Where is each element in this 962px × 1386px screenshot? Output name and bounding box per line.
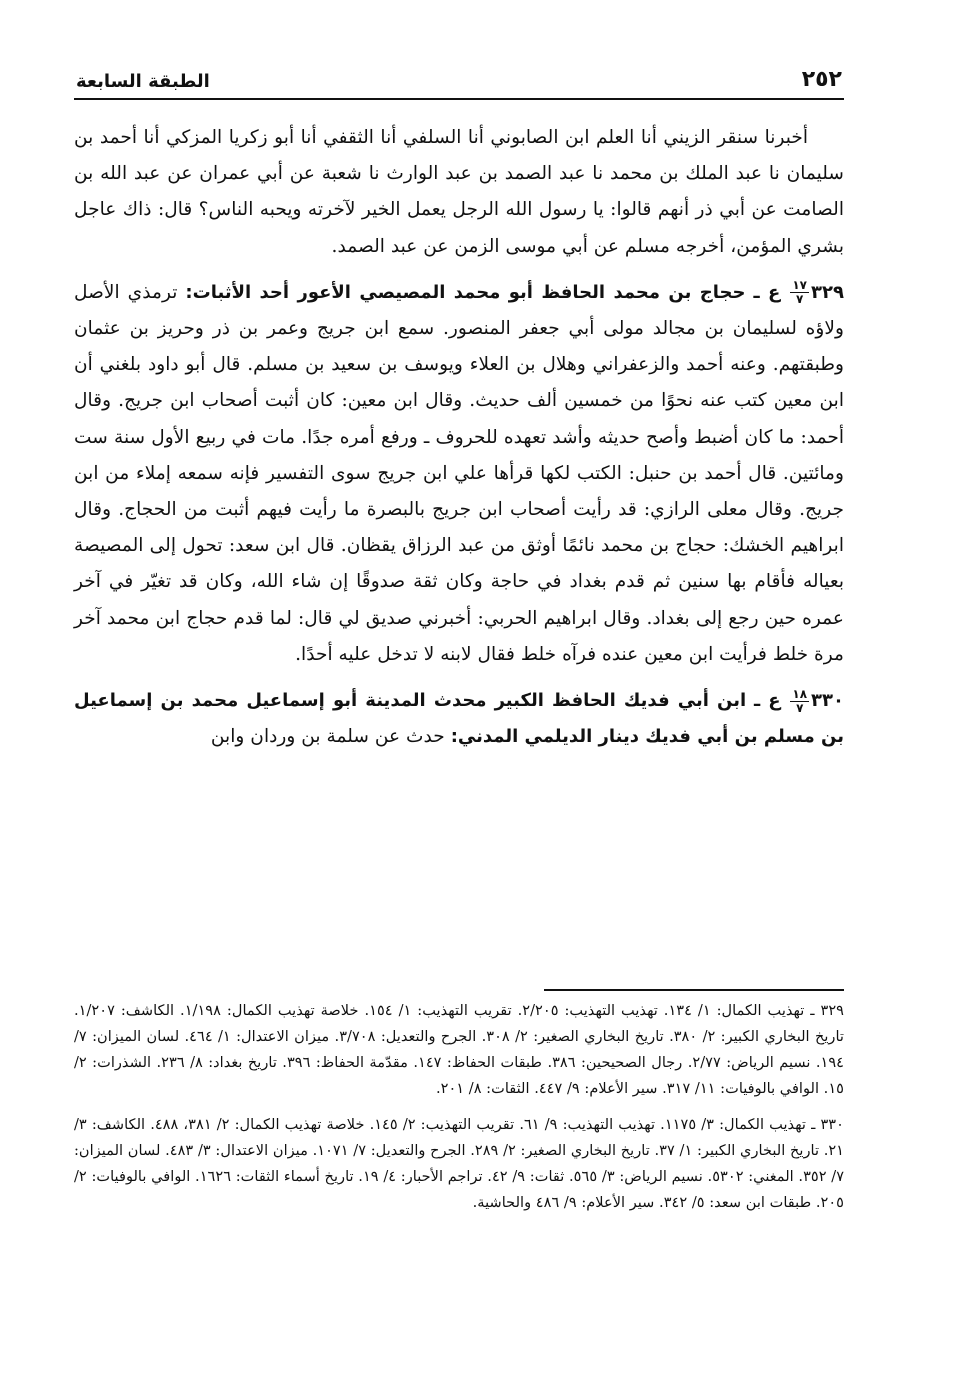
page-header <box>74 50 844 100</box>
entry-number: ٣٣٠ <box>811 690 845 712</box>
fraction-numerator: ١٧ <box>792 278 807 293</box>
footnotes <box>74 998 844 1216</box>
entry-body: ترمذي الأصل ولاؤه لسليمان بن مجالد مولى أبي جعفر المنصور. سمع ابن جريج وعمر بن ذر وحريز بن عثمان وطبقتهم. وعنه أحمد والزعفراني وهلال بن العلاء ويوسف بن سعيد بن مسلم. قال أبو داود بلغني أن ابن معين كتب عنه نحوًا من خمسين ألف حديث. وقال ابن معين: كان أثبت أصحاب ابن جريج. وقال أحمد: ما كان أضبط وأصح حديثه وأشد تعهده للحروف ـ ورفع أمره جدًا. مات في ربيع الأول سنة ست ومائتين. قال أحمد بن حنبل: الكتب لكها قرأها علي ابن جريج سوى التفسير فإنه سمعه إملاء من ابن جريج. وقال معلى الرازي: قد رأيت أصحاب ابن جريج بالبصرة ما رأيت فيهم أثبت من الحجاج. وقال ابراهيم الخشك: حجاج بن محمد نائمًا أوثق من عبد الرزاق يقظان. قال ابن سعد: تحول إلى المصيصة بعياله فأقام بها سنين ثم قدم بغداد في حاجة وكان ثقة صدوقًا إن شاء الله، وكان قد تغيّر في آخر عمره حين رجع إلى بغداد. وقال ابراهيم الحربي: أخبرني صديق لي قال: لما قدم حجاج ابن محمد آخر مرة خلط فرأيت ابن معين عنده فرآه خلط فقال لابنه لا تدخل عليه أحدًا. <box>74 281 844 665</box>
entry-heading: حجاج بن محمد الحافظ أبو محمد المصيصي الأعور أحد الأثبات: <box>185 281 746 303</box>
page-number: ٢٥٢ <box>801 67 842 92</box>
entry-code: ع ـ <box>753 281 781 303</box>
running-title: الطبقة السابعة <box>76 71 210 92</box>
entry-number: ٣٢٩ <box>811 281 844 303</box>
main-text <box>74 120 844 755</box>
fraction-denominator: ٧ <box>796 292 804 307</box>
entry-code: ع ـ <box>753 690 781 712</box>
entry-heading: ابن أبي فديك الحافظ الكبير محدث المدينة أبو إسماعيل محمد بن إسماعيل بن مسلم بن أبي فديك دينار الديلمي المدني: <box>74 690 844 748</box>
entry-fraction <box>790 279 809 306</box>
biography-entry-329 <box>74 275 844 673</box>
biography-entry-330 <box>74 683 844 755</box>
entry-fraction <box>790 688 809 715</box>
footnote-330: ٣٣٠ ـ تهذيب الكمال: ٣/ ١١٧٥. تهذيب التهذيب: ٩/ ٦١. تقريب التهذيب: ٢/ ١٤٥. خلاصة تهذيب الكمال: ٢/ ٣٨١، ٤٨٨. الكاشف: ٣/ ٢١. تاريخ البخاري الكبير: ١/ ٣٧. تاريخ البخاري الصغير: ٢/ ٢٨٩. الجرح والتعديل: ٧/ ١٠٧١. ميزان الاعتدال: ٣/ ٤٨٣. لسان الميزان: ٧/ ٣٥٢. المغني: ٥٣٠٢. نسيم الرياض: ٣/ ٥٦٥. ثقات: ٩/ ٤٢. تراجم الأحبار: ٤/ ١٩. تاريخ أسماء الثقات: ١٦٢٦. الوافي بالوفيات: ٢/ ٢٠٥. طبقات ابن سعد: ٥/ ٣٤٢. سير الأعلام: ٩/ ٤٨٦ والحاشية. <box>74 1116 845 1211</box>
fraction-numerator: ١٨ <box>792 686 808 701</box>
entry-body: حدث عن سلمة بن وردان وابن <box>210 726 445 748</box>
footnote-329: ٣٢٩ ـ تهذيب الكمال: ١/ ١٣٤. تهذيب التهذيب: ٢/٢٠٥. تقريب التهذيب: ١/ ١٥٤. خلاصة تهذيب الكمال: ١/١٩٨. الكاشف: ١/٢٠٧. تاريخ البخاري الكبير: ٢/ ٣٨٠. تاريخ البخاري الصغير: ٢/ ٣٠٨. الجرح والتعديل: ٣/٧٠٨. ميزان الاعتدال: ١/ ٤٦٤. لسان الميزان: ٧/ ١٩٤. نسيم الرياض: ٢/٧٧. رجال الصحيحين: ٣٨٦. طبقات الحفاظ: ١٤٧. مقدّمة الحفاظ: ٣٩٦. تاريخ بغداد: ٨/ ٢٣٦. الشذرات: ٢/ ١٥. الوافي بالوفيات: ١١/ ٣١٧. سير الأعلام: ٩/ ٤٤٧. الثقات: ٨/ ٢٠١. <box>74 1002 845 1097</box>
footnote-divider <box>544 989 844 991</box>
fraction-denominator: ٧ <box>796 700 804 715</box>
intro-paragraph: أخبرنا سنقر الزيني أنا العلم ابن الصابوني أنا السلفي أنا الثقفي أنا أبو زكريا المزكي أنا أحمد بن سليمان نا عبد الملك بن محمد نا عبد الصمد بن عبد الوارث نا شعبة عن أبي عمران عن عبد الله بن الصامت عن أبي ذر أنهم قالوا: يا رسول الله الرجل يعمل الخير لآخرته ويحبه الناس؟ قال: ذاك عاجل بشري المؤمن، أخرجه مسلم عن أبي موسى الزمن عن عبد الصمد. <box>74 127 844 257</box>
